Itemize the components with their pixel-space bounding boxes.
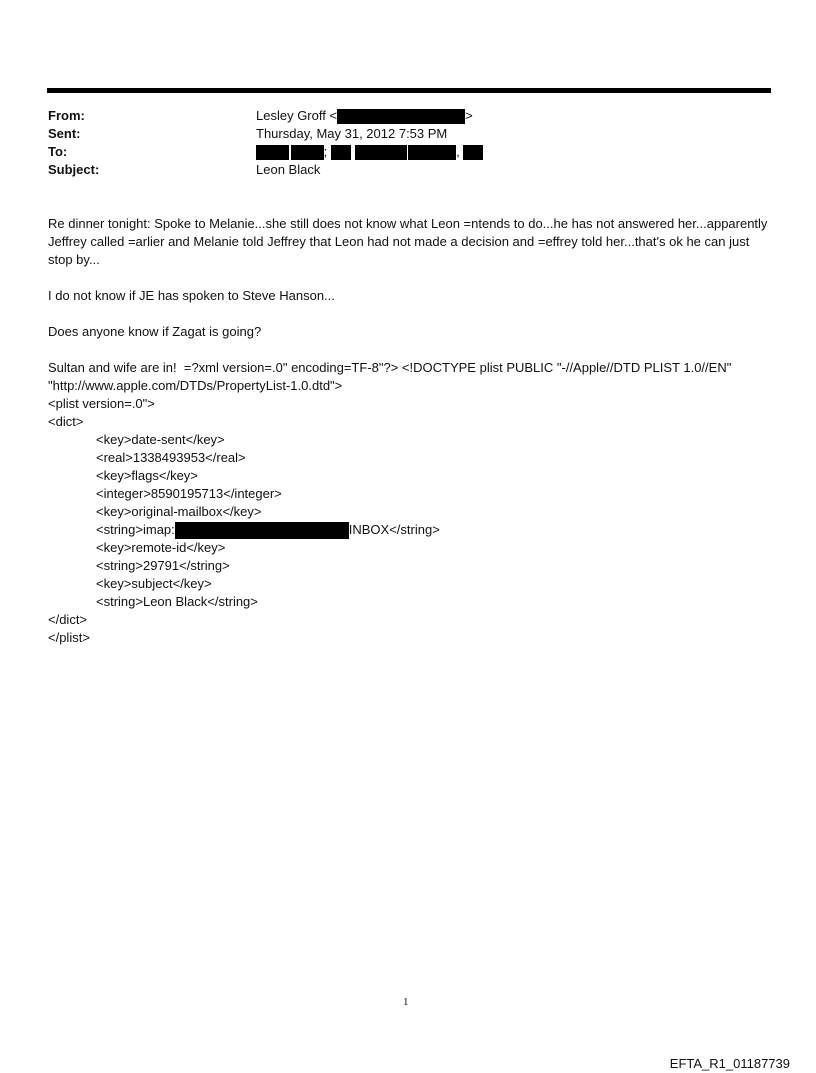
plist-line: <integer>8590195713</integer> — [96, 486, 282, 501]
body-paragraph-2: I do not know if JE has spoken to Steve Hanson... — [48, 288, 335, 303]
plist-line: <real>1338493953</real> — [96, 450, 246, 465]
plist-block — [48, 359, 731, 647]
from-suffix: > — [465, 108, 473, 123]
bates-number: EFTA_R1_01187739 — [669, 1056, 790, 1071]
dict-close: </dict> — [48, 612, 88, 628]
plist-line: <key>remote-id</key> — [96, 540, 226, 556]
from-name: Lesley Groff < — [256, 108, 338, 123]
to-label: To: — [48, 144, 68, 159]
redaction-box — [408, 145, 456, 160]
redaction-box — [355, 145, 407, 160]
from-label: From: — [48, 108, 85, 123]
redaction-box — [175, 522, 349, 539]
redaction-box — [337, 109, 465, 124]
imap-prefix: <string>imap: — [96, 522, 175, 537]
redaction-box — [331, 145, 351, 160]
plist-line: <key>original-mailbox</key> — [96, 504, 262, 519]
plist-line: <key>subject</key> — [96, 576, 212, 592]
redaction-box — [463, 145, 483, 160]
header-rule — [47, 88, 771, 93]
sent-label: Sent: — [48, 126, 81, 141]
page-number: 1 — [403, 996, 409, 1008]
sent-value: Thursday, May 31, 2012 7:53 PM — [256, 126, 448, 141]
plist-line-imap — [48, 521, 731, 539]
to-separator: , — [456, 144, 460, 159]
plist-line: <key>date-sent</key> — [96, 432, 225, 447]
subject-label: Subject: — [48, 162, 100, 177]
plist-line: <key>flags</key> — [96, 468, 198, 483]
to-value — [256, 143, 483, 161]
body-paragraph-3: Does anyone know if Zagat is going? — [48, 324, 262, 339]
plist-open: <plist version=.0"> — [48, 396, 155, 411]
body-paragraph-1: Re dinner tonight: Spoke to Melanie...she still does not know what Leon =ntends to do...he has not answered her...apparently Jeffrey called =arlier and Melanie told Jeffrey that Leon had not made a decision and =effrey told her...that's ok he can just stop by... — [48, 216, 768, 267]
body-line: "http://www.apple.com/DTDs/PropertyList-1.0.dtd"> — [48, 378, 343, 393]
body-line: Sultan and wife are in! =?xml version=.0" encoding=TF-8"?> <!DOCTYPE plist PUBLIC "-//Apple//DTD PLIST 1.0//EN" — [48, 360, 732, 375]
dict-open: <dict> — [48, 414, 84, 429]
plist-close: </plist> — [48, 630, 90, 646]
imap-suffix: INBOX</string> — [348, 522, 440, 537]
plist-line: <string>Leon Black</string> — [96, 594, 258, 610]
subject-value: Leon Black — [256, 162, 321, 177]
redaction-box — [291, 145, 324, 160]
redaction-box — [256, 145, 289, 160]
to-separator: ; — [323, 144, 328, 159]
from-value — [256, 107, 473, 125]
plist-line: <string>29791</string> — [96, 558, 230, 574]
